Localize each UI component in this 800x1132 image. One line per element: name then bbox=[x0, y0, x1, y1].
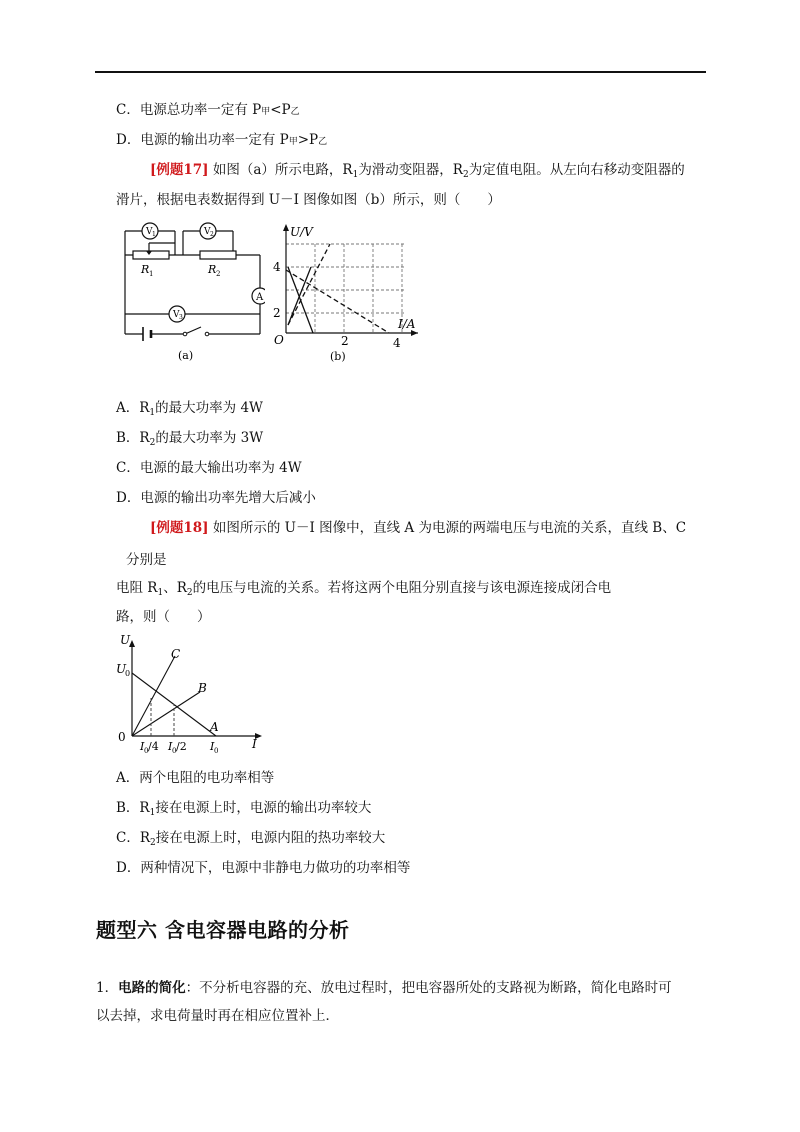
label-v3: V bbox=[173, 310, 180, 320]
ex17-option-b: B．$R_2$的最大功率为 3W bbox=[116, 430, 264, 448]
graph-origin-0: 0 bbox=[118, 730, 126, 744]
label-r1: R bbox=[141, 263, 150, 276]
ex18-line4: 路，则（ ） bbox=[116, 609, 211, 625]
graph-xlabel-i: I bbox=[252, 737, 257, 751]
graph-label-a: A bbox=[210, 720, 219, 734]
ex18-option-c: C．$R_2$接在电源上时，电源内阻的热功率较大 bbox=[116, 830, 386, 848]
switch-terminal-1 bbox=[183, 332, 187, 336]
option-c-prev: C．电源总功率一定有 P甲<P乙 bbox=[116, 102, 300, 118]
graph-tick-i0-4-rest: /4 bbox=[148, 740, 159, 753]
graph-tick-i0-2-sub: 0 bbox=[172, 747, 177, 755]
battery bbox=[143, 327, 151, 341]
ex18-option-a: A．两个电阻的电功率相等 bbox=[116, 770, 275, 786]
label-v2-sub: 2 bbox=[210, 231, 214, 238]
label-v1-sub: 1 bbox=[152, 231, 156, 238]
graph-tick-i0-4-sub: 0 bbox=[144, 747, 149, 755]
section-heading: 题型六 含电容器电路的分析 bbox=[96, 918, 350, 942]
ex17-option-c: C．电源的最大输出功率为 4W bbox=[116, 460, 302, 476]
caption-a: (a) bbox=[178, 349, 194, 362]
switch-terminal-2 bbox=[205, 332, 209, 336]
section-point-1-line2: 以去掉，求电荷量时再在相应位置补上． bbox=[96, 1008, 339, 1024]
graph-b-tick-x4: 4 bbox=[393, 336, 401, 350]
top-rule bbox=[95, 71, 706, 73]
ui-graph-b bbox=[268, 220, 428, 366]
resistor-r2 bbox=[200, 251, 236, 259]
graph-tick-i0-2: I bbox=[168, 740, 173, 753]
ex17-option-d: D．电源的输出功率先增大后减小 bbox=[116, 490, 316, 506]
ex18-tag: [例题18] bbox=[150, 520, 209, 536]
graph-b-ylabel: U/V bbox=[290, 225, 313, 239]
graph-tick-i0-sub: 0 bbox=[214, 747, 219, 755]
section-point-1-line1: 1．电路的简化：不分析电容器的充、放电过程时，把电容器所处的支路视为断路，简化电路时可 bbox=[96, 980, 672, 996]
graph-tick-i0-2-rest: /2 bbox=[176, 740, 187, 753]
label-r2-sub: 2 bbox=[216, 270, 221, 278]
ex18-line1: [例题18] 如图所示的 U－I 图像中，直线 A 为电源的两端电压与电流的关系，直线 B、C bbox=[150, 520, 687, 536]
ex18-line3: 电阻 $R_1$、$R_2$的电压与电流的关系。若将这两个电阻分别直接与该电源连接成闭合电 bbox=[116, 580, 612, 598]
label-v1: V bbox=[146, 227, 153, 237]
graph-b-tick-y4: 4 bbox=[273, 260, 281, 274]
graph-tick-u0-sub: 0 bbox=[125, 669, 131, 678]
label-v2: V bbox=[204, 227, 211, 237]
ex17-tag: [例题17] bbox=[150, 162, 209, 178]
ex18-option-b: B．$R_1$接在电源上时，电源的输出功率较大 bbox=[116, 800, 372, 818]
caption-b: (b) bbox=[330, 350, 346, 363]
option-d-prev: D．电源的输出功率一定有 P甲>P乙 bbox=[116, 132, 328, 148]
label-r1-sub: 1 bbox=[149, 270, 154, 278]
graph-label-c: C bbox=[171, 647, 181, 661]
graph-line-c bbox=[132, 656, 175, 736]
graph-tick-u0: U bbox=[116, 662, 127, 676]
ex17-line1: [例题17] 如图（a）所示电路，$R_1$为滑动变阻器，$R_2$为定值电阻。从左向右移动变阻器的 bbox=[150, 162, 685, 180]
ui-graph-ex18 bbox=[112, 630, 272, 755]
graph-b-tick-y2: 2 bbox=[273, 306, 281, 320]
graph-b-tick-x2: 2 bbox=[341, 334, 349, 348]
graph-tick-i0-4: I bbox=[140, 740, 145, 753]
graph-tick-i0: I bbox=[210, 740, 215, 753]
ex17-line2: 滑片，根据电表数据得到 U－I 图像如图（b）所示，则（ ） bbox=[116, 192, 501, 208]
label-r2: R bbox=[208, 263, 217, 276]
graph-ylabel-u: U bbox=[120, 633, 131, 647]
ex18-line2: 分别是 bbox=[126, 552, 167, 568]
ex18-option-d: D．两种情况下，电源中非静电力做功的功率相等 bbox=[116, 860, 411, 876]
graph-b-xlabel: I/A bbox=[398, 317, 416, 331]
graph-b-origin: O bbox=[274, 333, 284, 347]
label-v3-sub: 3 bbox=[179, 314, 183, 321]
label-ammeter: A bbox=[256, 292, 264, 303]
circuit-diagram-a bbox=[115, 214, 265, 364]
graph-label-b: B bbox=[198, 681, 207, 695]
ex17-option-a: A．$R_1$的最大功率为 4W bbox=[116, 400, 263, 418]
